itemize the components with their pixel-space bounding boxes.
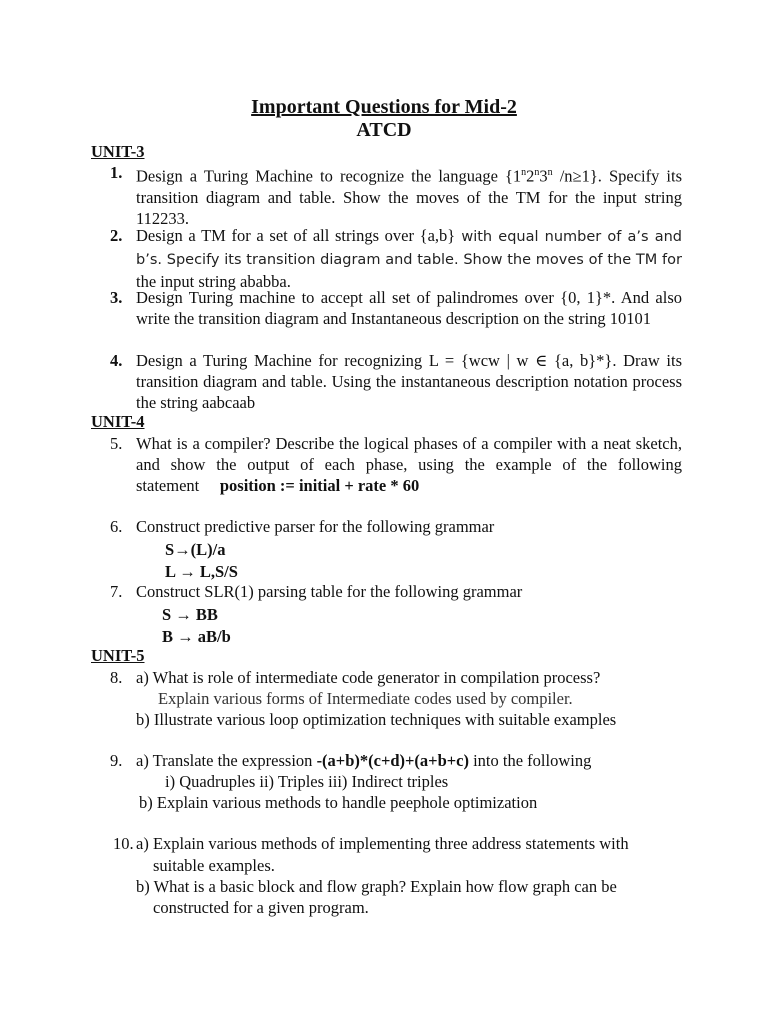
question-9a: a) Translate the expression -(a+b)*(c+d)+(a+b+c) into the following	[136, 751, 592, 770]
question-text: What is a compiler? Describe the logical phases of a compiler with a neat sketch, and show the output of each phase, using the example of the following statement position := initial + rate * 60	[136, 434, 682, 495]
question-2	[110, 225, 682, 292]
grammar-rule: S→(L)/a	[165, 540, 226, 559]
question-text: Design a TM for a set of all strings over {a,b} with equal number of a’s and b’s. Specify its transition diagram and table. Show the moves of the TM for the input string ababba.	[136, 226, 683, 291]
question-5	[110, 433, 682, 496]
question-number: 6.	[110, 517, 123, 536]
question-9-number: 9.	[110, 751, 123, 770]
question-3	[110, 287, 682, 329]
question-text: Design a Turing Machine for recognizing L = {wcw | w ∈ {a, b}*}. Draw its transition diagram and table. Using the instantaneous description notation process the string aabcaab	[136, 351, 682, 412]
question-10-number: 10.	[113, 834, 134, 853]
question-10a-continued: suitable examples.	[153, 856, 275, 875]
unit-5-heading: UNIT-5	[91, 646, 145, 665]
question-number: 4.	[110, 351, 123, 370]
question-4	[110, 350, 682, 413]
question-9b: b) Explain various methods to handle peephole optimization	[139, 793, 538, 812]
question-8a-continued: Explain various forms of Intermediate codes used by compiler.	[158, 689, 573, 708]
question-10a: a) Explain various methods of implementing three address statements with	[136, 834, 629, 853]
question-8b: b) Illustrate various loop optimization techniques with suitable examples	[136, 710, 617, 729]
question-text: Construct SLR(1) parsing table for the following grammar	[136, 582, 523, 601]
question-10b-continued: constructed for a given program.	[153, 898, 369, 917]
subject-title: ATCD	[356, 119, 412, 141]
grammar-rule: B → aB/b	[162, 627, 231, 646]
question-9-options: i) Quadruples ii) Triples iii) Indirect triples	[165, 772, 449, 791]
question-number: 3.	[110, 288, 123, 307]
question-1	[110, 162, 682, 229]
question-text: Construct predictive parser for the following grammar	[136, 517, 495, 536]
question-text: Design Turing machine to accept all set of palindromes over {0, 1}*. And also write the transition diagram and Instantaneous description on the string 10101	[136, 288, 682, 328]
grammar-rule: L → L,S/S	[165, 562, 238, 581]
question-number: 2.	[110, 226, 123, 245]
unit-4-heading: UNIT-4	[91, 412, 145, 431]
page-title: Important Questions for Mid-2	[251, 96, 517, 118]
question-6	[110, 516, 682, 537]
statement-example: position := initial + rate * 60	[219, 476, 420, 495]
question-number: 7.	[110, 582, 123, 601]
question-8a: a) What is role of intermediate code generator in compilation process?	[136, 668, 601, 687]
question-7	[110, 581, 682, 602]
question-number: 5.	[110, 434, 123, 453]
question-text: Design a Turing Machine to recognize the language {1$^n$2$^n$3$^n$ /n≥1}. Specify its transition diagram and table. Show the moves of the TM for the input string 112233.	[136, 166, 682, 228]
unit-3-heading: UNIT-3	[91, 142, 145, 161]
question-10b: b) What is a basic block and flow graph? Explain how flow graph can be	[136, 877, 617, 896]
grammar-rule: S → BB	[162, 605, 218, 624]
question-number: 1.	[110, 163, 123, 182]
question-8-number: 8.	[110, 668, 123, 687]
